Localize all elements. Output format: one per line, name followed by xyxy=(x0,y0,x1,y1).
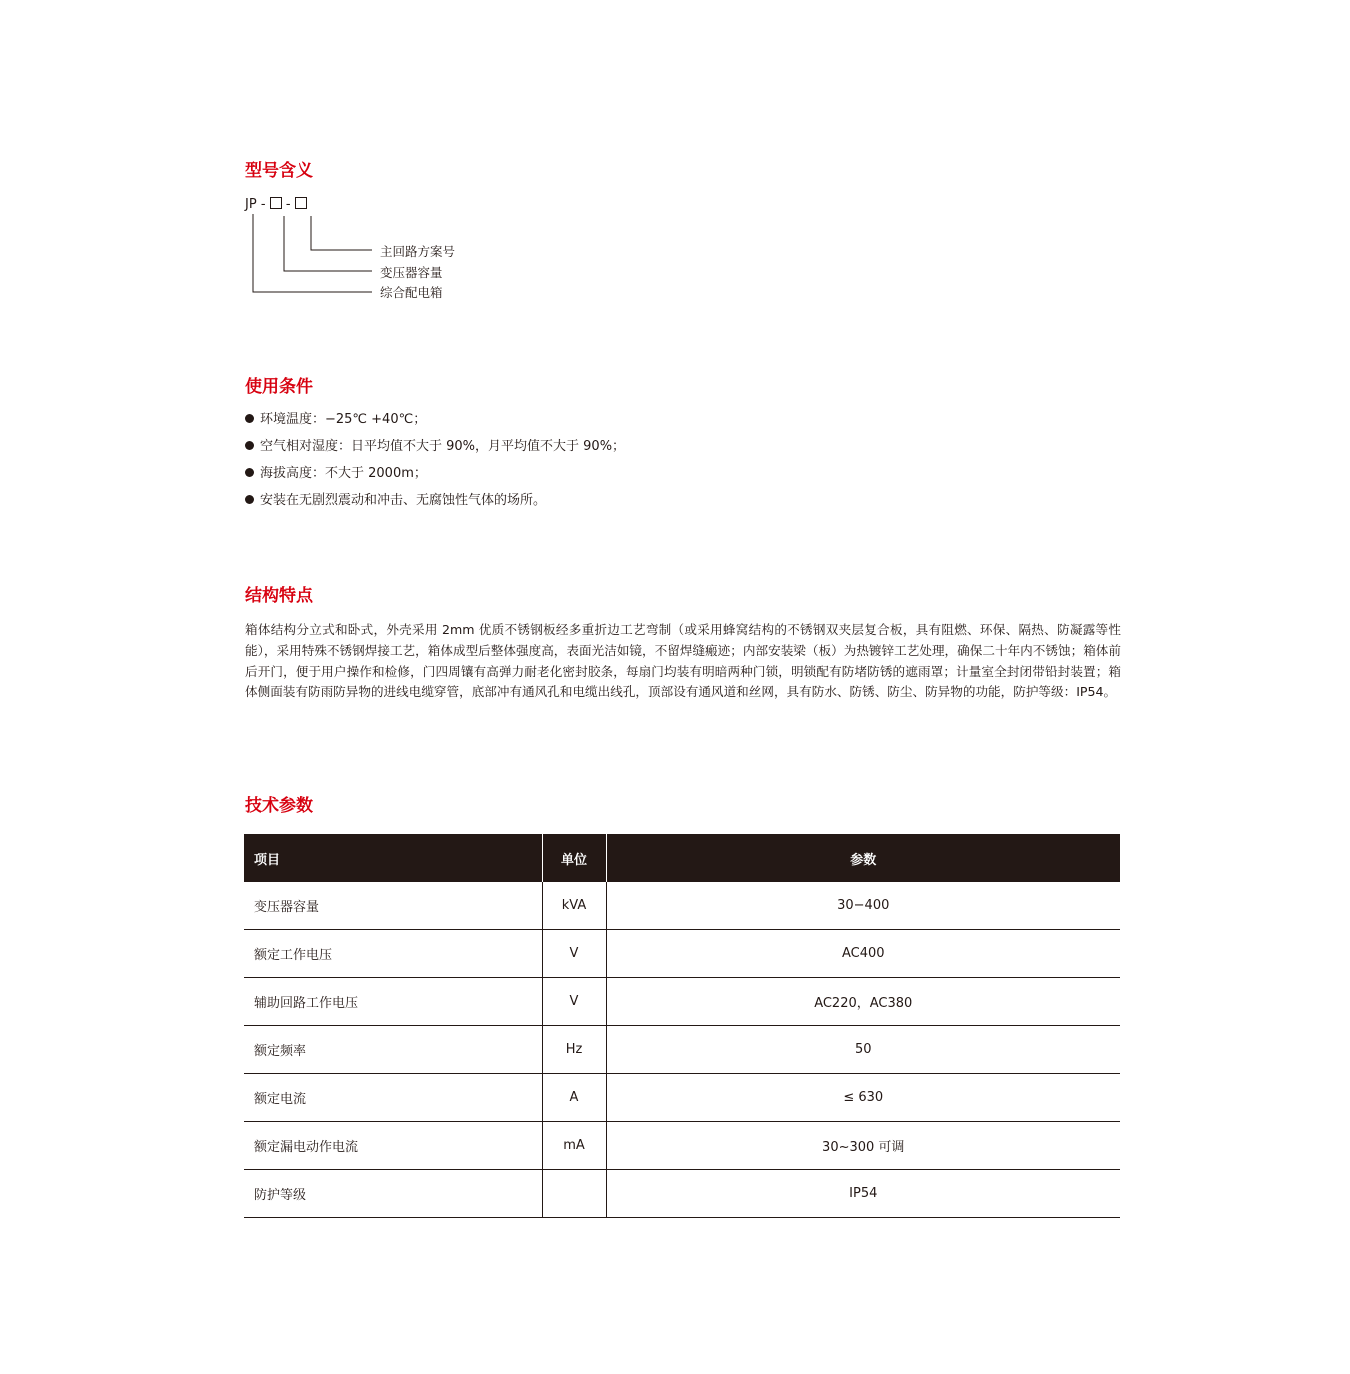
cell-unit: V xyxy=(542,930,606,978)
cell-value: 30~300 可调 xyxy=(606,1122,1120,1170)
section-title-technical-params: 技术参数 xyxy=(245,796,313,816)
bullet-icon xyxy=(245,495,254,504)
cell-unit: Hz xyxy=(542,1026,606,1074)
model-label-transformer-capacity: 变压器容量 xyxy=(380,265,443,280)
cell-value: IP54 xyxy=(606,1170,1120,1218)
condition-text: 空气相对湿度：日平均值不大于 90%，月平均值不大于 90%； xyxy=(260,439,626,454)
header-param: 参数 xyxy=(606,834,1120,882)
bullet-icon xyxy=(245,414,254,423)
cell-value: ≤ 630 xyxy=(606,1074,1120,1122)
table-row xyxy=(244,978,1120,1026)
section-title-model-meaning: 型号含义 xyxy=(245,161,313,181)
section-title-structure: 结构特点 xyxy=(245,586,313,606)
cell-unit: mA xyxy=(542,1122,606,1170)
model-code-dash-2: - xyxy=(285,197,291,212)
cell-unit xyxy=(542,1170,606,1218)
table-row xyxy=(244,930,1120,978)
cell-item: 额定频率 xyxy=(244,1026,542,1074)
cell-value: AC400 xyxy=(606,930,1120,978)
model-code xyxy=(245,197,307,213)
section-title-conditions: 使用条件 xyxy=(245,377,313,397)
structure-paragraph: 箱体结构分立式和卧式，外壳采用 2mm 优质不锈钢板经多重折边工艺弯制（或采用蜂窝结构的不锈钢双夹层复合板，具有阻燃、环保、隔热、防凝露等性能），采用特殊不锈钢焊接工艺，箱体成型后整体强度高，表面光洁如镜，不留焊缝瘢迹；内部安装梁（板）为热镀锌工艺处理，确保二十年内不锈蚀；箱体前后开门，便于用户操作和检修，门四周镶有高弹力耐老化密封胶条，每扇门均装有明暗两种门锁，明锁配有防堵防锈的遮雨罩；计量室全封闭带铅封装置；箱体侧面装有防雨防异物的进线电缆穿管，底部冲有通风孔和电缆出线孔，顶部设有通风道和丝网，具有防水、防锈、防尘、防异物的功能，防护等级：IP54。 xyxy=(245,622,1121,700)
model-code-connector-lines xyxy=(245,212,375,297)
cell-unit: V xyxy=(542,978,606,1026)
cell-unit: A xyxy=(542,1074,606,1122)
table-row xyxy=(244,1170,1120,1218)
cell-value: AC220，AC380 xyxy=(606,978,1120,1026)
connector-line-box-1 xyxy=(284,216,372,271)
cell-value: 50 xyxy=(606,1026,1120,1074)
list-item xyxy=(245,438,625,465)
connector-line-box-2 xyxy=(311,216,372,250)
condition-text: 环境温度：−25℃ +40℃； xyxy=(260,412,427,427)
table-header-row xyxy=(244,834,1120,882)
bullet-icon xyxy=(245,441,254,450)
condition-text: 海拔高度：不大于 2000m； xyxy=(260,466,427,481)
cell-unit: kVA xyxy=(542,882,606,930)
model-code-box-2 xyxy=(295,197,307,209)
cell-item: 额定漏电动作电流 xyxy=(244,1122,542,1170)
table-row xyxy=(244,1122,1120,1170)
model-label-distribution-box: 综合配电箱 xyxy=(380,285,443,300)
bullet-icon xyxy=(245,468,254,477)
model-code-prefix: JP xyxy=(245,197,257,212)
list-item xyxy=(245,465,625,492)
connector-line-jp xyxy=(253,214,372,292)
cell-item: 变压器容量 xyxy=(244,882,542,930)
table-row xyxy=(244,1074,1120,1122)
list-item xyxy=(245,492,625,519)
table-row xyxy=(244,882,1120,930)
technical-params-table xyxy=(244,834,1120,1218)
header-unit: 单位 xyxy=(542,834,606,882)
cell-item: 额定工作电压 xyxy=(244,930,542,978)
model-code-dash-1: - xyxy=(260,197,266,212)
header-item: 项目 xyxy=(244,834,542,882)
model-code-box-1 xyxy=(270,197,282,209)
cell-item: 辅助回路工作电压 xyxy=(244,978,542,1026)
cell-item: 额定电流 xyxy=(244,1074,542,1122)
table-row xyxy=(244,1026,1120,1074)
condition-text: 安装在无剧烈震动和冲击、无腐蚀性气体的场所。 xyxy=(260,493,547,508)
model-label-main-circuit: 主回路方案号 xyxy=(380,244,456,259)
conditions-list xyxy=(245,411,625,519)
list-item xyxy=(245,411,625,438)
cell-value: 30−400 xyxy=(606,882,1120,930)
cell-item: 防护等级 xyxy=(244,1170,542,1218)
